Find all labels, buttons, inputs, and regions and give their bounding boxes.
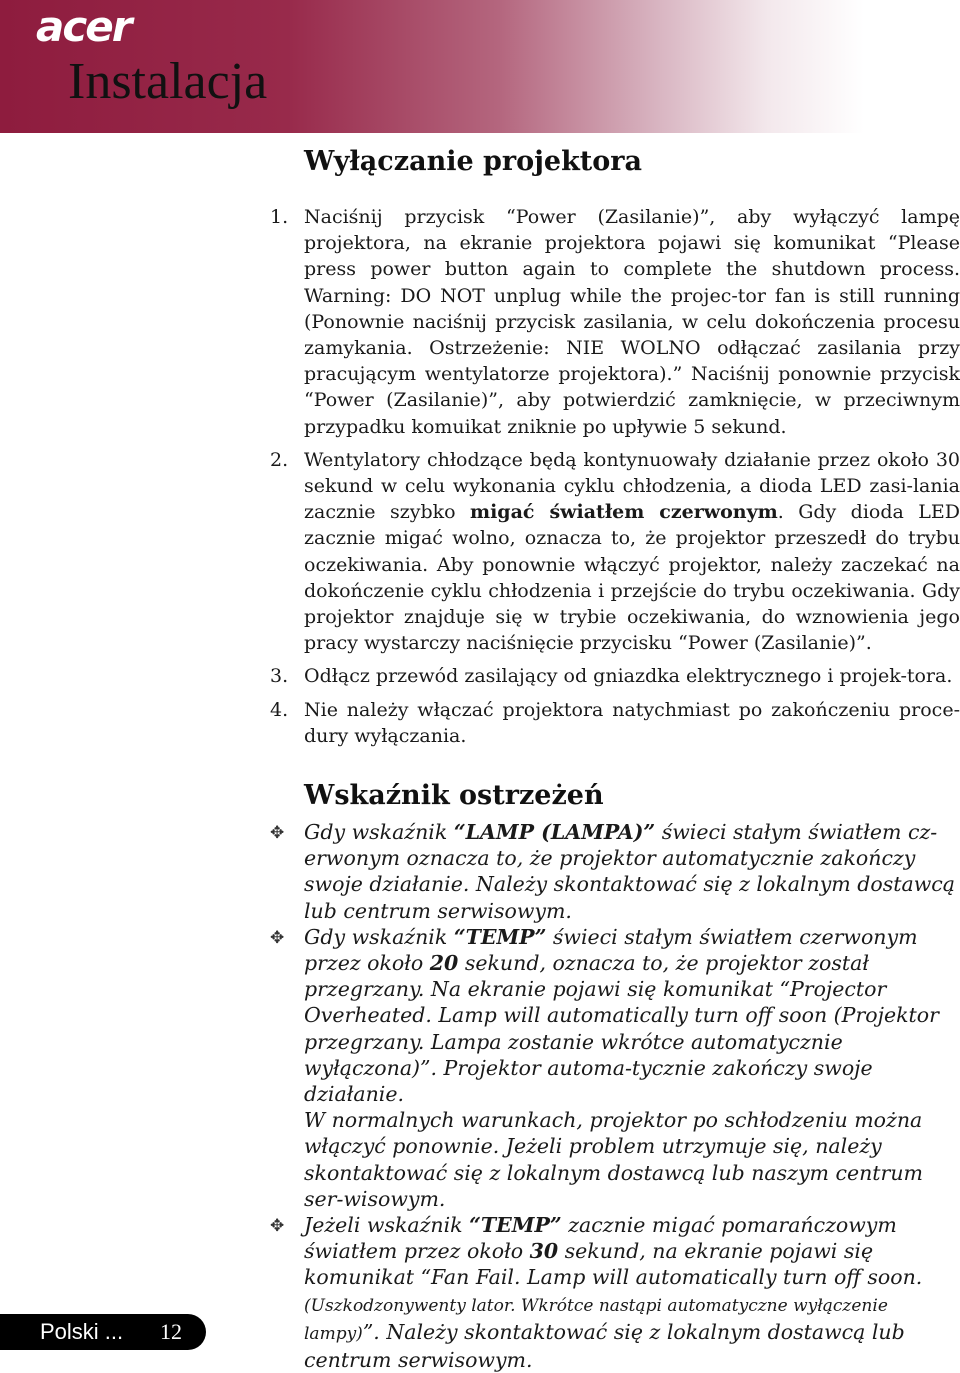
list-item [270,447,960,657]
acer-logo: acer [36,2,131,51]
text-span: ”. Należy skontaktować się z lokalnym dostawcą lub centrum serwisowym. [304,1319,905,1373]
text-span: Jeżeli wskaźnik [304,1213,470,1238]
page-number: 12 [160,1319,182,1344]
page-footer-tab [0,1314,206,1350]
text-span: świeci stałym światłem cz-erwonym oznacza to, że projektor automatycznie zakończy swoje działanie. Należy skontaktować się z lokalnym dostawcą lub centrum serwisowym. [304,820,955,923]
list-number: 2. [270,448,289,471]
list-item [270,697,960,749]
list-text [304,819,960,924]
page-title: Instalacja [68,53,268,110]
diamond-bullet-icon: ✥ [270,1216,285,1237]
list-text: Naciśnij przycisk “Power (Zasilanie)”, aby wyłączyć lampę projektora, na ekranie projektora pojawi się komunikat “Please press power button again to complete the shutdown process. Warning: DO NOT unplug while the projec-tor fan is still running (Ponownie naciśnij przycisk zasilania, w celu dokończenia procesu zamykania. Ostrzeżenie: NIE WOLNO odłączać zasilania przy pracującym wentylatorze projektora).” Naciśnij ponownie przycisk “Power (Zasilanie)”, aby potwierdzić zamknięcie, w przeciwnym przypadku komuikat zniknie po upływie 5 sekund. [304,206,960,438]
text-span: Gdy wskaźnik [304,924,454,949]
list-text [304,447,960,657]
list-number: 3. [270,665,289,688]
diamond-bullet-icon: ✥ [270,927,285,948]
footer-language: Polski ... [40,1319,124,1344]
list-item [270,204,960,440]
list-item [270,819,960,924]
bold-text: migać światłem czerwonym [469,501,778,524]
bold-text: “LAMP (LAMPA)” [453,820,656,844]
list-item [270,663,960,689]
text-span: W normalnych warunkach, projektor po schłodzeniu można włączyć ponownie. Jeżeli problem utrzymuje się, należy skontaktować się z lokalnym dostawcą lub naszym centrum ser-wisowym. [304,1108,923,1211]
text-span: Wentylatory chłodzące będą kontynuowały działanie przez około 30 sekund w celu wykonania cyklu chłodzenia, a dioda LED zasi-lania zacznie szybko [304,448,960,524]
bold-text: “TEMP” [453,924,547,949]
section-title-shutdown: Wyłączanie projektora [304,146,643,177]
list-number: 4. [270,698,289,721]
bold-text: “TEMP” [469,1213,562,1238]
warning-indicators-list [270,819,960,1373]
text-span: sekund, na ekranie pojawi się komunikat “Fan Fail. Lamp will automatically turn off soon. [304,1239,923,1290]
bold-text: 20 [429,951,459,976]
text-span: Gdy wskaźnik [304,820,454,844]
list-item [270,1212,960,1373]
bold-text: 30 [529,1239,559,1264]
text-span: . Gdy dioda LED zacznie migać wolno, oznacza to, że projektor przeszedł do trybu oczekiwania. Aby ponownie włączyć projektor, należy zaczekać na dokończenie cyklu chłodzenia i przejście do trybu oczekiwania. Gdy projektor znajduje się w trybie oczekiwania, do wznowienia jego pracy wystarczy naciśnięcie przycisku “Power (Zasilanie)”. [304,501,960,655]
text-span: sekund, oznacza to, że projektor został przegrzany. Na ekranie pojawi się komunikat “Projector Overheated. Lamp will automatically turn off soon (Projektor przegrzany. Lampa zostanie wkrótce automatycznie wyłączona)”. Projektor automa-tycznie zakończy swoje działanie. [304,951,939,1107]
list-text [304,924,960,1212]
list-text [304,1212,960,1373]
text-span: zacznie migać pomarańczowym światłem przez około [304,1213,897,1264]
list-text: Odłącz przewód zasilający od gniazdka elektrycznego i projek-tora. [304,665,953,688]
text-span-small: (Uszkodzonywenty lator. Wkrótce nastąpi automatyczne wyłączenie lampy) [304,1295,888,1344]
list-item [270,924,960,1212]
diamond-bullet-icon: ✥ [270,823,285,843]
text-span: świeci stałym światłem czerwonym przez około [304,924,918,976]
list-text: Nie należy włączać projektora natychmiast po zakończeniu proce-dury wyłączania. [304,698,960,747]
header-banner [0,0,960,133]
section-title-warnings: Wskaźnik ostrzeżeń [304,780,604,811]
shutdown-steps-list [270,204,960,756]
list-number: 1. [270,206,289,228]
